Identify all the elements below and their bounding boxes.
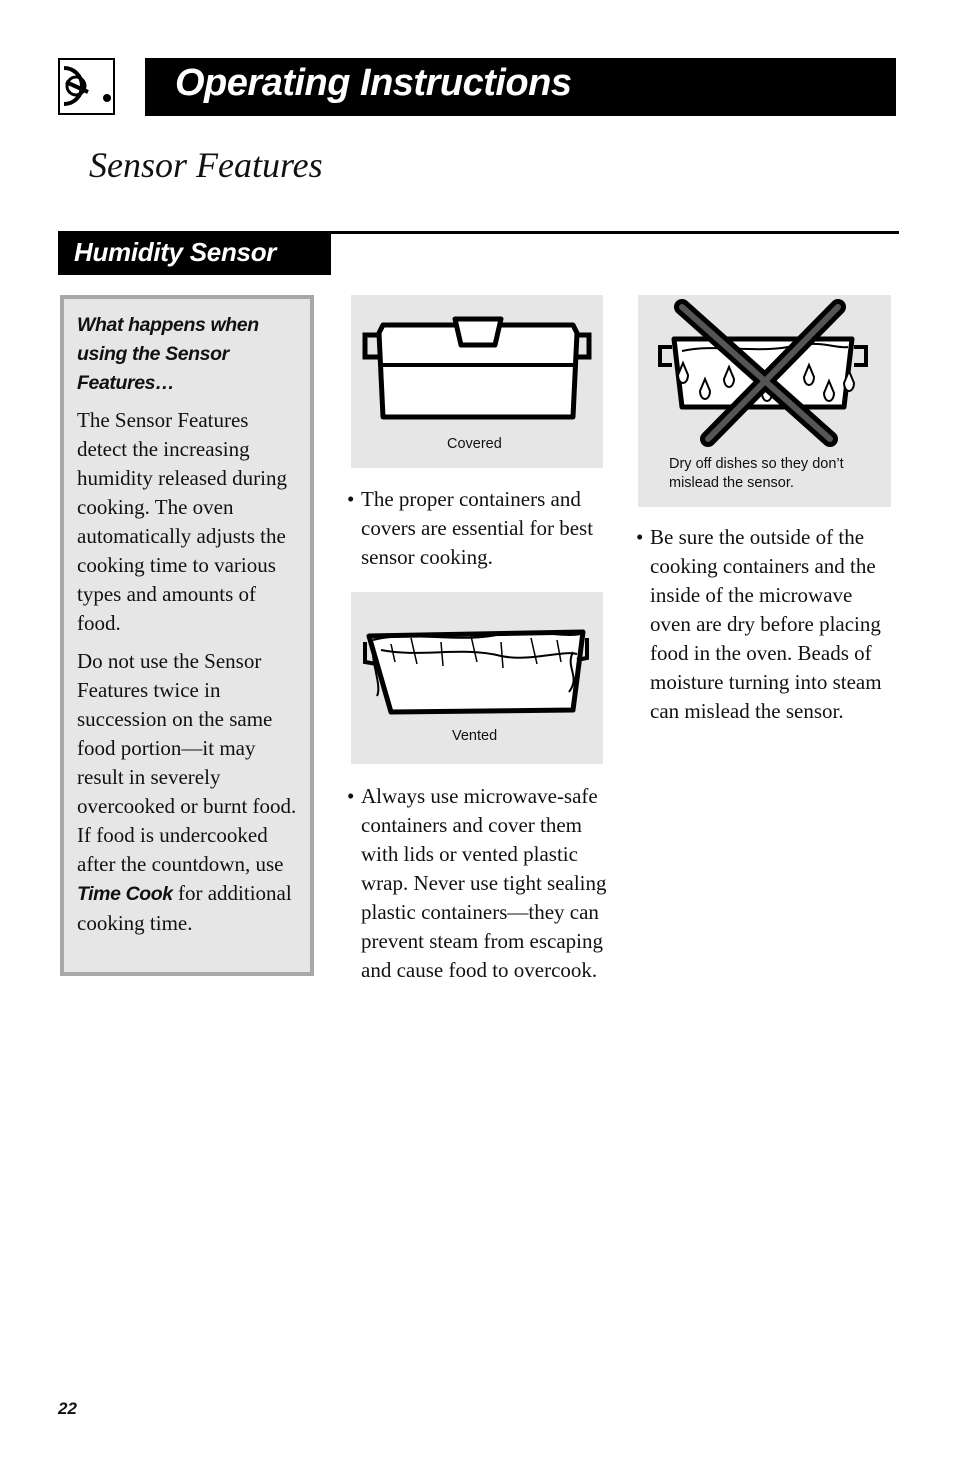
figure-covered — [351, 295, 603, 468]
figure-covered-caption: Covered — [447, 436, 502, 452]
bullet-containers-text: The proper containers and covers are essential for best sensor cooking. — [361, 487, 594, 569]
oven-dial-icon — [58, 58, 115, 115]
bullet-dot: • — [347, 784, 355, 808]
header-bar — [145, 58, 896, 116]
section-title: Sensor Features — [89, 145, 323, 185]
subsection-title: Humidity Sensor — [74, 237, 277, 267]
bullet-dot: • — [347, 487, 355, 511]
page-title: Operating Instructions — [175, 62, 572, 104]
figure-vented — [351, 592, 603, 764]
bullet-dry-outside-text: Be sure the outside of the cooking containers and the inside of the microwave oven are dry before placing food in the oven. Beads of moisture turning into steam can mislead the sensor. — [650, 525, 882, 723]
bullet-safe-containers-text: Always use microwave-safe containers and cover them with lids or vented plastic wrap. Never use tight sealing plastic containers—they can prevent steam from escaping and cause food to overcook. — [361, 784, 607, 982]
info-paragraph-2 — [77, 647, 298, 938]
figure-dry-caption: Dry off dishes so they don’t mislead the sensor. — [669, 456, 844, 491]
figure-vented-caption: Vented — [452, 728, 498, 744]
info-paragraph-2-end: for additional cooking time. — [77, 881, 292, 935]
bullet-dry-outside — [636, 523, 896, 726]
bullet-dot: • — [636, 525, 644, 549]
time-cook-keyword: Time Cook — [77, 883, 173, 905]
page-number: 22 — [58, 1399, 77, 1418]
figure-dry-dishes — [638, 295, 891, 507]
bullet-containers — [347, 485, 603, 572]
info-paragraph-2-text: Do not use the Sensor Features twice in succession on the same food portion—it may result in severely overcooked or burnt food. If food is undercooked after the countdown, use — [77, 649, 297, 876]
info-heading: What happens when using the Sensor Features… — [77, 314, 259, 394]
info-box — [60, 295, 314, 976]
info-paragraph-1: The Sensor Features detect the increasing humidity released during cooking. The oven automatically adjusts the cooking time to various types and amounts of food. — [77, 408, 287, 635]
subsection-bar — [58, 231, 331, 275]
bullet-safe-containers — [347, 782, 609, 985]
